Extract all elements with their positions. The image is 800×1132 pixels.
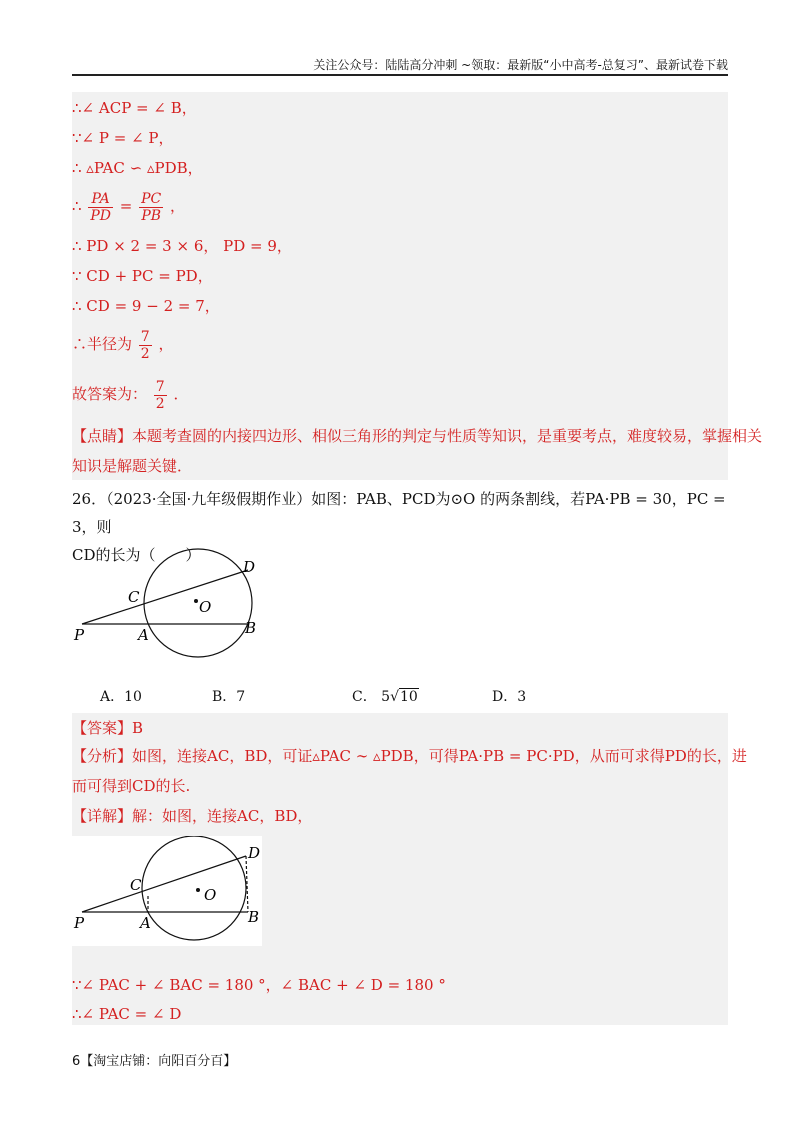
fraction-answer <box>154 379 167 412</box>
fraction-radius <box>139 329 152 362</box>
fraction-denominator: PD <box>90 207 111 224</box>
detail-line <box>72 806 312 826</box>
fraction-denominator: 2 <box>140 345 150 362</box>
label-d: D <box>248 844 261 862</box>
label-p: P <box>74 914 85 932</box>
label-b: B <box>248 908 260 926</box>
question-line-1: 26．（2023·全国·九年级假期作业）如图：PAB、PCD为⊙O 的两条割线，若PA·PB = 30，PC = 3，则 <box>72 490 726 536</box>
period: ． <box>173 385 189 403</box>
solution-line-7: ∴ CD = 9 − 2 = 7， <box>72 297 220 315</box>
choice-c-label: C． <box>352 689 377 705</box>
radius-label: ∴半径为 <box>72 335 133 353</box>
analysis-line-1 <box>72 746 747 766</box>
solution-line-2: ∵∠ P = ∠ P， <box>72 129 174 147</box>
analysis-text-1: 如图，连接AC，BD，可证▵PAC ∼ ▵PDB，可得PA·PB = PC·PD，从而可求得PD的长，进 <box>132 747 747 765</box>
label-b: B <box>245 619 257 637</box>
answer-line <box>72 718 143 738</box>
answer-label: 故答案为： <box>72 385 148 403</box>
therefore-symbol: ∴ <box>72 197 82 215</box>
solution-line-6: ∵ CD + PC = PD， <box>72 267 213 285</box>
fraction-pa-pd <box>88 191 113 224</box>
detail-text: 解：如图，连接AC，BD， <box>132 807 313 825</box>
label-p: P <box>74 626 85 644</box>
label-o: O <box>199 598 212 616</box>
choice-c-coefficient: 5 <box>381 689 391 705</box>
label-a: A <box>140 914 151 932</box>
comma: ， <box>170 197 186 215</box>
fraction-denominator: PB <box>141 207 162 224</box>
label-c: C <box>128 588 140 606</box>
detail-tag: 【详解】 <box>72 807 133 825</box>
comment-text-1: 本题考查圆的内接四边形、相似三角形的判定与性质等知识，是重要考点，难度较易，掌握相关 <box>132 427 763 445</box>
label-c: C <box>130 876 142 894</box>
label-d: D <box>243 558 256 576</box>
fraction-numerator: 7 <box>140 328 150 345</box>
comment-line-1 <box>72 426 762 446</box>
choice-b[interactable]: B．7 <box>212 689 246 705</box>
equals-sign: = <box>119 197 133 215</box>
answer-value: B <box>132 719 144 737</box>
sqrt-symbol: √ <box>390 689 400 705</box>
fraction-numerator: 7 <box>155 378 165 395</box>
fraction-numerator: PA <box>88 191 113 208</box>
page-footer: 6【淘宝店铺：向阳百分百】 <box>72 1054 237 1069</box>
label-o: O <box>204 886 217 904</box>
label-a: A <box>138 626 149 644</box>
solution-line-4 <box>72 188 185 224</box>
comment-tag: 【点睛】 <box>72 427 133 445</box>
choice-c[interactable] <box>352 686 419 706</box>
fraction-pc-pb <box>139 191 163 224</box>
solution-line-1: ∴∠ ACP = ∠ B， <box>72 99 197 117</box>
page-header <box>72 54 728 76</box>
fraction-numerator: PC <box>141 190 162 207</box>
answer-tag: 【答案】 <box>72 719 133 737</box>
detail-line-2: ∴∠ PAC = ∠ D <box>72 1005 182 1023</box>
comment-line-2: 知识是解题关键． <box>72 457 193 475</box>
solution-line-3: ∴ ▵PAC ∽ ▵PDB， <box>72 159 203 177</box>
choice-a[interactable]: A．10 <box>100 689 142 705</box>
analysis-tag: 【分析】 <box>72 747 133 765</box>
solution-line-8 <box>72 326 174 362</box>
comma: ， <box>158 335 174 353</box>
question-line-2: CD的长为（ ） <box>72 546 201 564</box>
fraction-denominator: 2 <box>155 395 165 412</box>
choice-d[interactable]: D．3 <box>492 689 527 705</box>
analysis-line-2: 而可得到CD的长. <box>72 777 191 795</box>
secant-figure <box>70 548 280 666</box>
solution-line-5: ∴ PD × 2 = 3 × 6， PD = 9， <box>72 237 292 255</box>
header-text: 关注公众号：陆陆高分冲刺 ~领取：最新版“小中高考-总复习”、最新试卷下载 <box>313 58 728 72</box>
detail-line-1: ∵∠ PAC + ∠ BAC = 180 °，∠ BAC + ∠ D = 180 ° <box>72 976 446 994</box>
solution-line-9 <box>72 376 189 412</box>
detail-figure <box>72 836 262 946</box>
choice-c-radicand: 10 <box>400 689 418 705</box>
solution-block-top <box>72 92 728 480</box>
